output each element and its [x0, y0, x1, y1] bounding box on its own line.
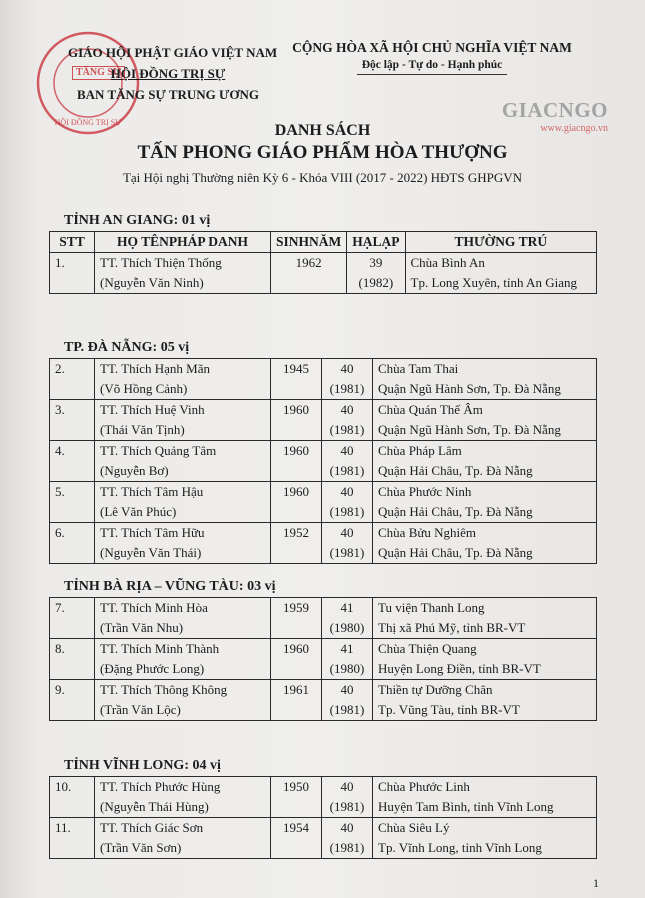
- cell-text-name: TT. Thích Tâm Hữu: [100, 525, 205, 540]
- table-cell: [95, 441, 271, 482]
- issuer-line-3: BAN TĂNG SỰ TRUNG ƯƠNG: [76, 87, 260, 102]
- cell-text-ha-lap-year: (1981): [329, 381, 365, 396]
- stamp-box-text: TĂNG SỰ: [72, 66, 125, 80]
- table-cell: [271, 777, 322, 818]
- table-cell: [50, 598, 95, 639]
- table-cell: [322, 359, 373, 400]
- table-cell: [322, 441, 373, 482]
- table-cell: [50, 441, 95, 482]
- table-cell: [271, 818, 322, 859]
- cell-text-name: TT. Thích Tâm Hậu: [100, 484, 204, 499]
- table-cell: [95, 523, 271, 564]
- table-cell: [50, 818, 95, 859]
- monk-table: [49, 597, 597, 721]
- cell-text-place: Thị xã Phú Mỹ, tỉnh BR-VT: [378, 620, 526, 635]
- column-header: [50, 232, 95, 253]
- cell-text-lay-name: (Trần Văn Lộc): [100, 702, 181, 717]
- table-cell: [50, 680, 95, 721]
- table-cell: [373, 639, 597, 680]
- cell-text-name: TT. Thích Minh Hòa: [100, 600, 208, 615]
- column-header: [271, 232, 347, 253]
- cell-text-lay-name: (Trần Văn Sơn): [100, 840, 182, 855]
- cell-text-place: Quận Ngũ Hành Sơn, Tp. Đà Nẵng: [378, 381, 561, 396]
- cell-text-year: 1960: [283, 443, 309, 458]
- watermark-brand: GIACNGO: [501, 98, 608, 122]
- cell-text-lay-name: (Nguyễn Văn Ninh): [100, 275, 204, 290]
- cell-text-place: Tp. Long Xuyên, tỉnh An Giang: [410, 275, 577, 290]
- table-cell: [322, 777, 373, 818]
- issuer-line-1: GIÁO HỘI PHẬT GIÁO VIỆT NAM: [68, 45, 278, 60]
- cell-text-ha-lap-year: (1980): [329, 620, 365, 635]
- cell-text-name: TT. Thích Minh Thành: [100, 641, 220, 656]
- cell-text-place: Quận Hải Châu, Tp. Đà Nẵng: [378, 545, 533, 560]
- table-cell: [271, 482, 322, 523]
- cell-text-year: 1960: [283, 641, 309, 656]
- table-cell: [95, 777, 271, 818]
- table-cell: [50, 253, 95, 294]
- cell-text-year: 1945: [283, 361, 309, 376]
- section-label: TỈNH AN GIANG: 01 vị: [64, 213, 211, 228]
- cell-text-ha-lap: 40: [340, 682, 354, 697]
- table-cell: [373, 818, 597, 859]
- cell-text-ha-lap: 40: [340, 443, 354, 458]
- cell-text-name: TT. Thích Phước Hùng: [100, 779, 221, 794]
- table-cell: [271, 523, 322, 564]
- cell-text-stt: 10.: [55, 779, 72, 794]
- cell-text-ha-lap-year: (1981): [329, 422, 365, 437]
- cell-text-lay-name: (Võ Hồng Cảnh): [100, 381, 188, 396]
- cell-text-place: Huyện Tam Bình, tỉnh Vĩnh Long: [378, 799, 554, 814]
- table-row: [50, 598, 597, 639]
- doc-subtitle: Tại Hội nghị Thường niên Kỳ 6 - Khóa VIII (2017 - 2022) HĐTS GHPGVN: [122, 170, 523, 185]
- doc-title-line-2: TẤN PHONG GIÁO PHẨM HÒA THƯỢNG: [137, 142, 508, 163]
- table-cell: [373, 523, 597, 564]
- cell-text-ha-lap: 40: [340, 361, 354, 376]
- national-motto: Độc lập - Tự do - Hạnh phúc: [361, 59, 503, 71]
- table-cell: [50, 482, 95, 523]
- cell-text-name: TT. Thích Giác Sơn: [100, 820, 204, 835]
- table-cell: [373, 680, 597, 721]
- table-cell: [373, 777, 597, 818]
- cell-text-place: Quận Hải Châu, Tp. Đà Nẵng: [378, 463, 533, 478]
- cell-text-temple: Chùa Bình An: [410, 255, 485, 270]
- cell-text-temple: Chùa Phước Linh: [378, 779, 470, 794]
- cell-text-name: TT. Thích Thông Không: [100, 682, 228, 697]
- table-cell: [322, 523, 373, 564]
- table-cell: [322, 482, 373, 523]
- cell-text-stt: 3.: [55, 402, 65, 417]
- cell-text-lay-name: (Nguyễn Bơ): [100, 463, 169, 478]
- table-cell: [50, 359, 95, 400]
- table-row: [50, 400, 597, 441]
- cell-text-name: TT. Thích Hạnh Mãn: [100, 361, 210, 376]
- table-cell: [95, 639, 271, 680]
- table-cell: [322, 598, 373, 639]
- table-cell: [322, 680, 373, 721]
- cell-text-lay-name: (Trần Văn Nhu): [100, 620, 184, 635]
- motto-underline: [357, 74, 507, 75]
- cell-text-place: Tp. Vĩnh Long, tỉnh Vĩnh Long: [378, 840, 542, 855]
- table-cell: [322, 400, 373, 441]
- cell-text-temple: Tu viện Thanh Long: [378, 600, 485, 615]
- cell-text-temple: Thiền tự Dưỡng Chân: [378, 682, 493, 697]
- table-cell: [322, 639, 373, 680]
- cell-text-ha-lap-year: (1981): [329, 840, 365, 855]
- cell-text-lay-name: (Thái Văn Tịnh): [100, 422, 185, 437]
- cell-text-stt: 2.: [55, 361, 65, 376]
- cell-text-temple: Chùa Phước Ninh: [378, 484, 472, 499]
- table-cell: [347, 253, 405, 294]
- cell-text-year: 1950: [283, 779, 309, 794]
- cell-text-stt: 11.: [55, 820, 71, 835]
- cell-text-year: 1954: [283, 820, 309, 835]
- cell-text-lay-name: (Đặng Phước Long): [100, 661, 205, 676]
- table-header-row: [50, 232, 597, 253]
- cell-text-temple: Chùa Tam Thai: [378, 361, 459, 376]
- cell-text-name: TT. Thích Huệ Vinh: [100, 402, 205, 417]
- table-cell: [50, 523, 95, 564]
- cell-text-temple: Chùa Thiện Quang: [378, 641, 477, 656]
- table-row: [50, 482, 597, 523]
- issuer-header: [68, 42, 278, 105]
- cell-text-ha-lap: 41: [340, 641, 354, 656]
- table-cell: [50, 777, 95, 818]
- table-cell: [95, 400, 271, 441]
- cell-text-stt: 6.: [55, 525, 65, 540]
- table-cell: [95, 598, 271, 639]
- cell-text-ha-lap-year: (1981): [329, 799, 365, 814]
- column-header-text: NĂM: [309, 234, 342, 249]
- cell-text-place: Quận Ngũ Hành Sơn, Tp. Đà Nẵng: [378, 422, 561, 437]
- table-cell: [271, 598, 322, 639]
- cell-text-ha-lap-year: (1982): [358, 275, 394, 290]
- cell-text-ha-lap-year: (1981): [329, 504, 365, 519]
- cell-text-name: TT. Thích Quảng Tâm: [100, 443, 217, 458]
- watermark-url: www.giacngo.vn: [540, 123, 608, 134]
- section-label: TỈNH BÀ RỊA – VŨNG TÀU: 03 vị: [64, 579, 276, 594]
- cell-text-ha-lap-year: (1981): [329, 463, 365, 478]
- table-cell: [271, 639, 322, 680]
- cell-text-year: 1962: [295, 255, 322, 270]
- cell-text-lay-name: (Lê Văn Phúc): [100, 504, 177, 519]
- cell-text-name: TT. Thích Thiện Thống: [100, 255, 222, 270]
- table-cell: [271, 359, 322, 400]
- cell-text-ha-lap-year: (1981): [329, 702, 365, 717]
- column-header-text: HẠ: [352, 234, 373, 249]
- table-cell: [95, 482, 271, 523]
- table-cell: [271, 680, 322, 721]
- cell-text-year: 1960: [283, 402, 309, 417]
- table-cell: [271, 400, 322, 441]
- cell-text-stt: 9.: [55, 682, 65, 697]
- cell-text-year: 1952: [283, 525, 309, 540]
- cell-text-stt: 5.: [55, 484, 65, 499]
- cell-text-year: 1961: [283, 682, 309, 697]
- cell-text-place: Tp. Vũng Tàu, tỉnh BR-VT: [378, 702, 520, 717]
- cell-text-ha-lap: 40: [340, 402, 354, 417]
- table-row: [50, 639, 597, 680]
- cell-text-stt: 7.: [55, 600, 65, 615]
- cell-text-place: Quận Hải Châu, Tp. Đà Nẵng: [378, 504, 533, 519]
- cell-text-ha-lap: 40: [340, 525, 354, 540]
- table-cell: [405, 253, 596, 294]
- table-cell: [95, 680, 271, 721]
- table-row: [50, 523, 597, 564]
- table-cell: [271, 253, 347, 294]
- page-number: 1: [593, 876, 599, 890]
- cell-text-ha-lap: 41: [340, 600, 354, 615]
- table-cell: [50, 639, 95, 680]
- table-cell: [373, 598, 597, 639]
- issuer-line-2: HỘI ĐỒNG TRỊ SỰ: [110, 66, 226, 81]
- table-cell: [271, 441, 322, 482]
- doc-title-line-1: DANH SÁCH: [274, 122, 371, 139]
- cell-text-place: Huyện Long Điền, tỉnh BR-VT: [378, 661, 541, 676]
- cell-text-year: 1960: [283, 484, 309, 499]
- cell-text-ha-lap-year: (1981): [329, 545, 365, 560]
- cell-text-lay-name: (Nguyễn Thái Hùng): [100, 799, 209, 814]
- table-row: [50, 441, 597, 482]
- table-row: [50, 680, 597, 721]
- table-row: [50, 818, 597, 859]
- column-header-text: STT: [59, 234, 85, 249]
- table-row: [50, 253, 597, 294]
- monk-table: [49, 358, 597, 564]
- monk-table: [49, 776, 597, 859]
- cell-text-lay-name: (Nguyễn Văn Thái): [100, 545, 202, 560]
- cell-text-temple: Chùa Bửu Nghiêm: [378, 525, 477, 540]
- monk-table: [49, 231, 597, 294]
- column-header-text: HỌ TÊN: [116, 234, 169, 249]
- cell-text-temple: Chùa Quán Thế Âm: [378, 402, 483, 417]
- cell-text-ha-lap: 40: [340, 820, 354, 835]
- national-title: CỘNG HÒA XÃ HỘI CHỦ NGHĨA VIỆT NAM: [292, 40, 572, 55]
- column-header: [95, 232, 271, 253]
- column-header: [405, 232, 596, 253]
- cell-text-ha-lap: 39: [369, 255, 383, 270]
- table-cell: [322, 818, 373, 859]
- column-header-text: SINH: [276, 234, 310, 249]
- cell-text-stt: 4.: [55, 443, 65, 458]
- section-label: TP. ĐÀ NẴNG: 05 vị: [64, 340, 190, 355]
- table-cell: [95, 253, 271, 294]
- section-label: TỈNH VĨNH LONG: 04 vị: [64, 758, 221, 773]
- cell-text-ha-lap: 40: [340, 484, 354, 499]
- column-header-text: THƯỜNG TRÚ: [454, 234, 548, 249]
- table-cell: [95, 818, 271, 859]
- cell-text-stt: 8.: [55, 641, 65, 656]
- table-cell: [50, 400, 95, 441]
- cell-text-temple: Chùa Siêu Lý: [378, 820, 450, 835]
- table-row: [50, 359, 597, 400]
- column-header-text: LẠP: [372, 234, 400, 249]
- column-header: [347, 232, 405, 253]
- cell-text-ha-lap-year: (1980): [329, 661, 365, 676]
- cell-text-year: 1959: [283, 600, 309, 615]
- column-header-text: PHÁP DANH: [168, 234, 248, 249]
- table-cell: [373, 400, 597, 441]
- cell-text-stt: 1.: [55, 255, 65, 270]
- table-cell: [95, 359, 271, 400]
- table-row: [50, 777, 597, 818]
- table-cell: [373, 441, 597, 482]
- cell-text-temple: Chùa Pháp Lâm: [378, 443, 462, 458]
- cell-text-ha-lap: 40: [340, 779, 354, 794]
- table-cell: [373, 359, 597, 400]
- svg-text:HỘI ĐỒNG TRỊ SỰ: HỘI ĐỒNG TRỊ SỰ: [54, 118, 122, 127]
- table-cell: [373, 482, 597, 523]
- national-header: [282, 40, 582, 75]
